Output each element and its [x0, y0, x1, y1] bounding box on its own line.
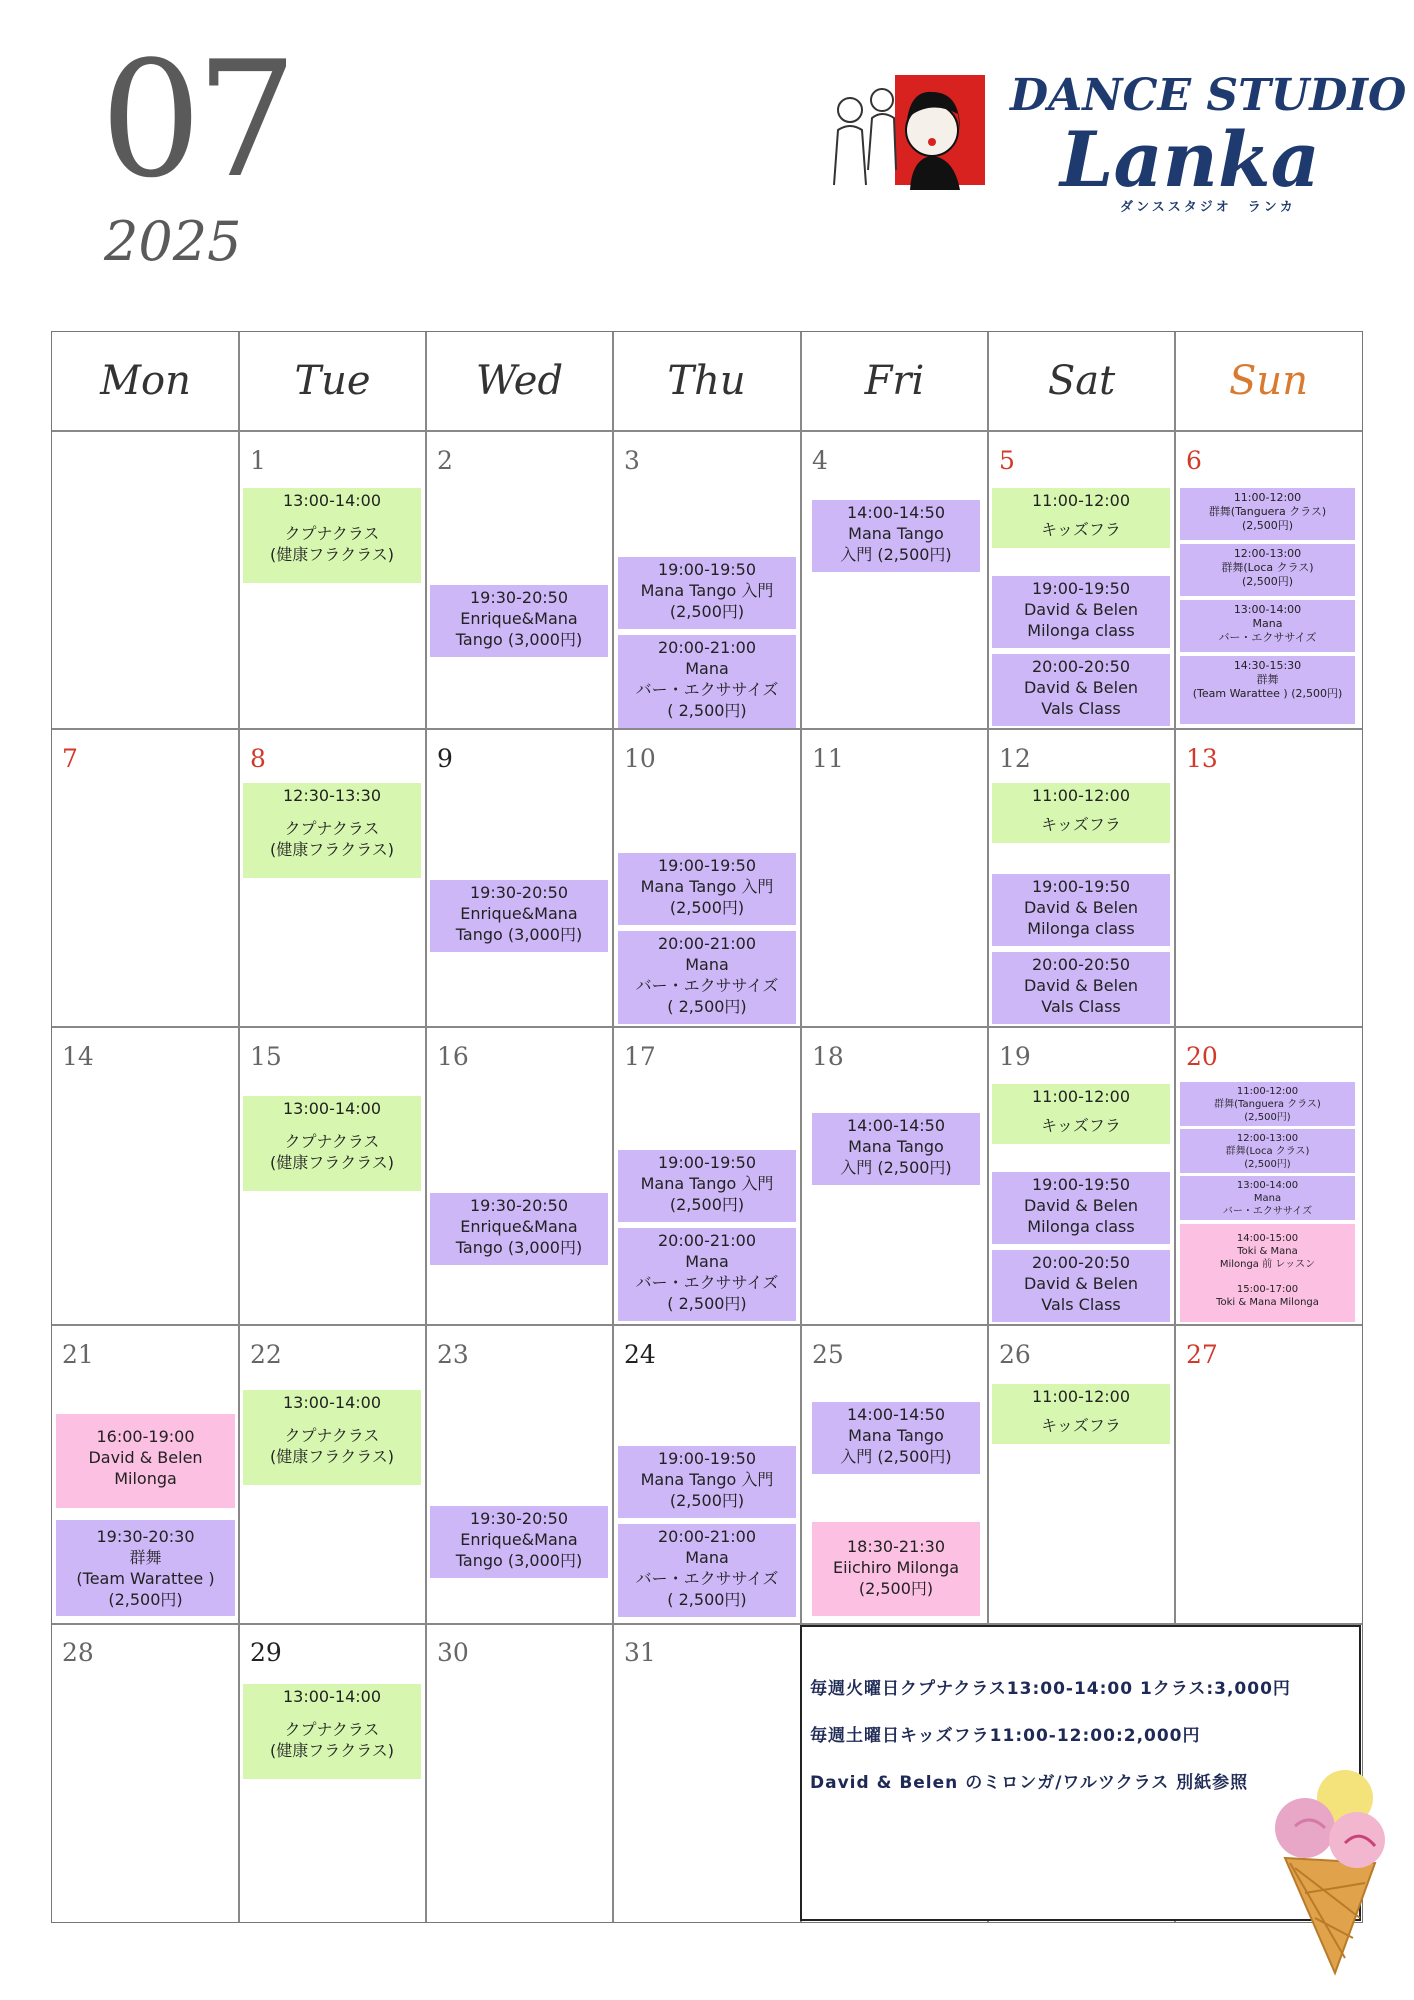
event-milonga-class[interactable]: 19:00-19:50 David & Belen Milonga class — [992, 874, 1170, 946]
event-kupuna[interactable]: 13:00-14:00 クプナクラス (健康フラクラス) — [243, 488, 421, 583]
event-eiichiro-milonga[interactable]: 18:30-21:30 Eiichiro Milonga (2,500円) — [812, 1522, 980, 1616]
event-team-warattee[interactable]: 19:30-20:30 群舞 (Team Warattee ) (2,500円) — [56, 1520, 235, 1616]
day-number: 31 — [624, 1638, 656, 1667]
event-kids-hula[interactable]: 11:00-12:00 キッズフラ — [992, 783, 1170, 843]
event-mana-tango-intro[interactable]: 19:00-19:50 Mana Tango 入門 (2,500円) — [618, 557, 796, 629]
event-kids-hula[interactable]: 11:00-12:00 キッズフラ — [992, 1084, 1170, 1144]
weekday-fri: Fri — [864, 358, 925, 404]
weekday-mon: Mon — [100, 358, 191, 404]
day-number: 26 — [999, 1340, 1031, 1369]
day-number: 22 — [250, 1340, 282, 1369]
weekday-wed: Wed — [475, 358, 564, 404]
event-mana-tango-fri[interactable]: 14:00-14:50 Mana Tango 入門 (2,500円) — [812, 1113, 980, 1185]
day-number: 20 — [1186, 1042, 1218, 1071]
day-number: 3 — [624, 446, 640, 475]
day-number: 18 — [812, 1042, 844, 1071]
day-number: 27 — [1186, 1340, 1218, 1369]
day-number: 13 — [1186, 744, 1218, 773]
event-group-tanguera[interactable]: 11:00-12:00 群舞(Tanguera クラス) (2,500円) — [1180, 488, 1355, 540]
day-number: 6 — [1186, 446, 1202, 475]
weekday-sun: Sun — [1229, 358, 1308, 404]
event-enrique-mana-tango[interactable]: 19:30-20:50 Enrique&Mana Tango (3,000円) — [430, 1193, 608, 1265]
note-kupuna: 毎週火曜日クプナクラス13:00-14:00 1クラス:3,000円 — [810, 1679, 1291, 1699]
day-number: 30 — [437, 1638, 469, 1667]
event-vals-class[interactable]: 20:00-20:50 David & Belen Vals Class — [992, 952, 1170, 1024]
day-number: 14 — [62, 1042, 94, 1071]
day-number: 4 — [812, 446, 828, 475]
day-number: 5 — [999, 446, 1015, 475]
event-group-tanguera[interactable]: 11:00-12:00 群舞(Tanguera クラス) (2,500円) — [1180, 1082, 1355, 1126]
day-number: 1 — [250, 446, 266, 475]
event-mana-tango-intro[interactable]: 19:00-19:50 Mana Tango 入門 (2,500円) — [618, 1150, 796, 1222]
day-number: 8 — [250, 744, 266, 773]
event-vals-class[interactable]: 20:00-20:50 David & Belen Vals Class — [992, 654, 1170, 726]
event-group-loca[interactable]: 12:00-13:00 群舞(Loca クラス) (2,500円) — [1180, 1129, 1355, 1173]
logo-title: DANCE STUDIO — [1010, 70, 1407, 121]
event-toki-mana-milonga[interactable]: 14:00-15:00 Toki & Mana Milonga 前 レッスン 15:00-17:00 Toki & Mana Milonga — [1180, 1224, 1355, 1322]
month-number: 07 — [100, 26, 292, 213]
event-milonga-class[interactable]: 19:00-19:50 David & Belen Milonga class — [992, 1172, 1170, 1244]
note-kids-hula: 毎週土曜日キッズフラ11:00-12:00:2,000円 — [810, 1726, 1201, 1746]
event-mana-bar-exercise[interactable]: 20:00-21:00 Mana バー・エクササイズ ( 2,500円) — [618, 1524, 796, 1617]
event-mana-bar-exercise[interactable]: 20:00-21:00 Mana バー・エクササイズ ( 2,500円) — [618, 635, 796, 728]
day-number: 10 — [624, 744, 656, 773]
event-mana-tango-intro[interactable]: 19:00-19:50 Mana Tango 入門 (2,500円) — [618, 853, 796, 925]
logo-name: Lanka — [1060, 115, 1320, 204]
event-kids-hula[interactable]: 11:00-12:00 キッズフラ — [992, 488, 1170, 548]
event-mana-tango-fri[interactable]: 14:00-14:50 Mana Tango 入門 (2,500円) — [812, 1402, 980, 1474]
event-kupuna[interactable]: 13:00-14:00 クプナクラス (健康フラクラス) — [243, 1684, 421, 1779]
day-number: 25 — [812, 1340, 844, 1369]
event-kupuna[interactable]: 13:00-14:00 クプナクラス (健康フラクラス) — [243, 1390, 421, 1485]
event-kupuna[interactable]: 12:30-13:30 クプナクラス (健康フラクラス) — [243, 783, 421, 878]
day-number: 19 — [999, 1042, 1031, 1071]
day-number: 29 — [250, 1638, 282, 1667]
note-david-belen: David & Belen のミロンガ/ワルツクラス 別紙参照 — [810, 1773, 1249, 1793]
day-number: 15 — [250, 1042, 282, 1071]
day-number: 23 — [437, 1340, 469, 1369]
event-enrique-mana-tango[interactable]: 19:30-20:50 Enrique&Mana Tango (3,000円) — [430, 880, 608, 952]
studio-logo — [820, 70, 1407, 220]
logo-kana: ダンススタジオ ランカ — [1120, 200, 1296, 215]
day-number: 28 — [62, 1638, 94, 1667]
event-vals-class[interactable]: 20:00-20:50 David & Belen Vals Class — [992, 1250, 1170, 1322]
dancers-illustration-icon — [820, 70, 990, 200]
weekday-thu: Thu — [667, 358, 746, 404]
day-number: 24 — [624, 1340, 656, 1369]
weekday-sat: Sat — [1047, 358, 1116, 404]
day-number: 11 — [812, 744, 844, 773]
event-enrique-mana-tango[interactable]: 19:30-20:50 Enrique&Mana Tango (3,000円) — [430, 585, 608, 657]
event-kids-hula[interactable]: 11:00-12:00 キッズフラ — [992, 1384, 1170, 1444]
event-mana-bar-exercise[interactable]: 20:00-21:00 Mana バー・エクササイズ ( 2,500円) — [618, 931, 796, 1024]
event-mana-bar-exercise[interactable]: 20:00-21:00 Mana バー・エクササイズ ( 2,500円) — [618, 1228, 796, 1321]
event-david-belen-milonga[interactable]: 16:00-19:00 David & Belen Milonga — [56, 1414, 235, 1508]
event-mana-bar-sun[interactable]: 13:00-14:00 Mana バー・エクササイズ — [1180, 1176, 1355, 1220]
day-number: 21 — [62, 1340, 94, 1369]
day-number: 2 — [437, 446, 453, 475]
event-team-warattee[interactable]: 14:30-15:30 群舞 (Team Warattee ) (2,500円) — [1180, 656, 1355, 724]
weekday-tue: Tue — [294, 358, 371, 404]
event-kupuna[interactable]: 13:00-14:00 クプナクラス (健康フラクラス) — [243, 1096, 421, 1191]
day-number: 9 — [437, 744, 453, 773]
year-label: 2025 — [104, 210, 242, 273]
event-group-loca[interactable]: 12:00-13:00 群舞(Loca クラス) (2,500円) — [1180, 544, 1355, 596]
day-number: 16 — [437, 1042, 469, 1071]
event-mana-tango-fri[interactable]: 14:00-14:50 Mana Tango 入門 (2,500円) — [812, 500, 980, 572]
day-number: 17 — [624, 1042, 656, 1071]
day-number: 12 — [999, 744, 1031, 773]
event-mana-tango-intro[interactable]: 19:00-19:50 Mana Tango 入門 (2,500円) — [618, 1446, 796, 1518]
day-number: 7 — [62, 744, 78, 773]
event-enrique-mana-tango[interactable]: 19:30-20:50 Enrique&Mana Tango (3,000円) — [430, 1506, 608, 1578]
event-mana-bar-sun[interactable]: 13:00-14:00 Mana バー・エクササイズ — [1180, 600, 1355, 652]
event-milonga-class[interactable]: 19:00-19:50 David & Belen Milonga class — [992, 576, 1170, 648]
ice-cream-icon — [1265, 1768, 1395, 1978]
